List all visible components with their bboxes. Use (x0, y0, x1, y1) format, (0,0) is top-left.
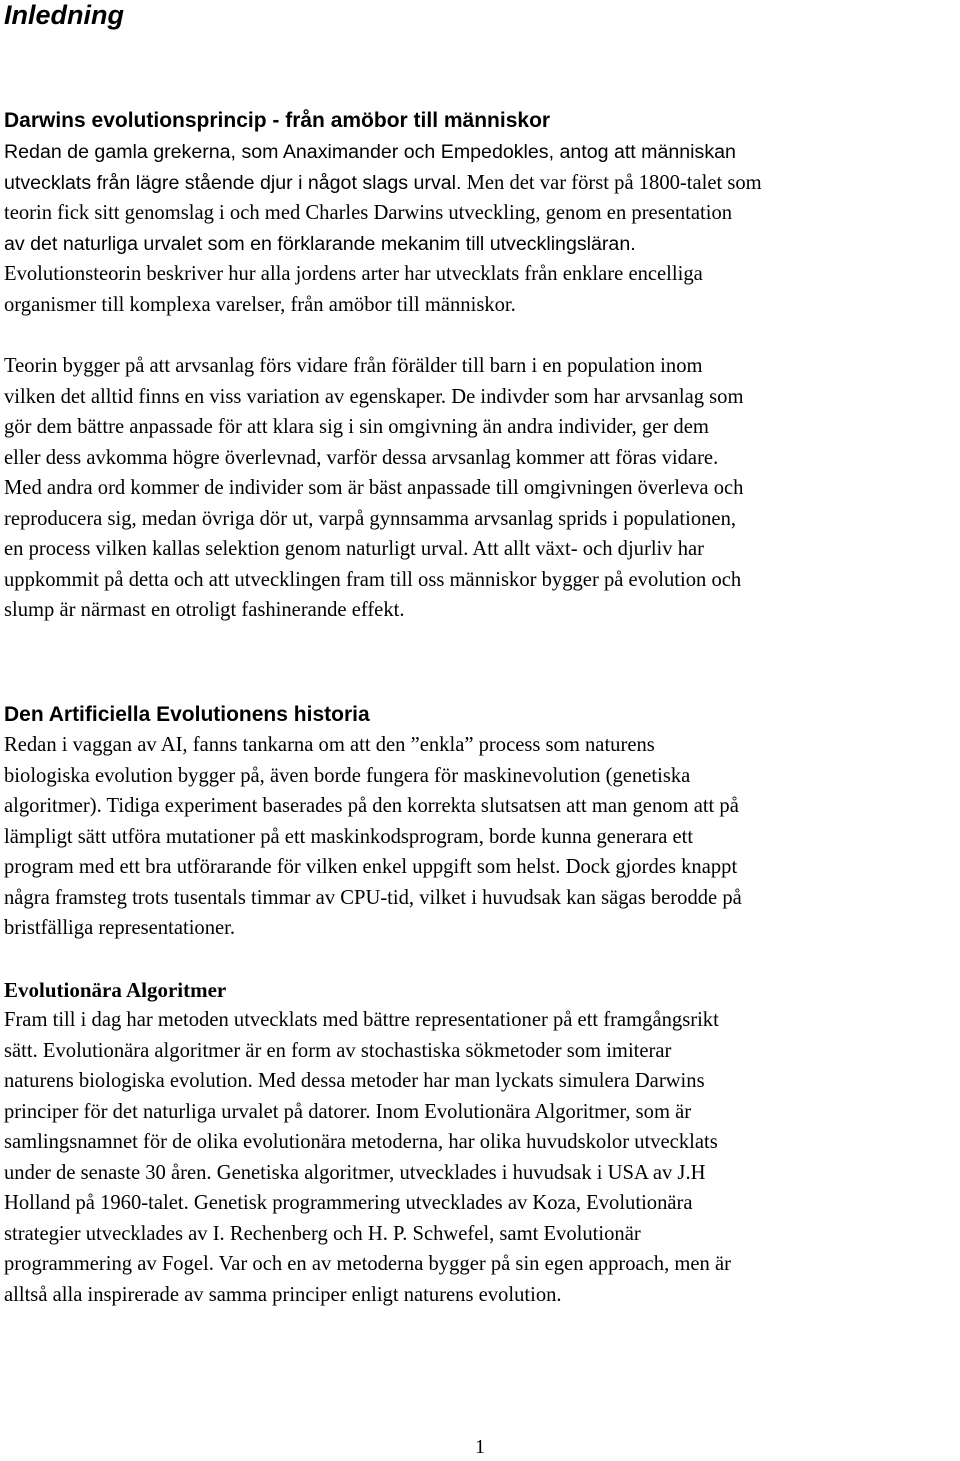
text-line: reproducera sig, medan övriga dör ut, varpå gynnsamma arvsanlag sprids i populationen, (4, 507, 737, 530)
text-line: Redan i vaggan av AI, fanns tankarna om att den ”enkla” process som naturens (4, 734, 655, 756)
text-line: slump är närmast en otroligt fashinerande effekt. (4, 599, 405, 621)
text-line: sätt. Evolutionära algoritmer är en form av stochastiska sökmetoder som imiterar (4, 1039, 672, 1062)
text-line: Med andra ord kommer de individer som är bäst anpassade till omgivningen överleva och (4, 477, 744, 499)
text-line: under de senaste 30 åren. Genetiska algoritmer, utvecklades i huvudsak i USA av J.H (4, 1161, 706, 1184)
text-line (4, 382, 956, 413)
text-line: Redan de gamla grekerna, som Anaximander och Empedokles, antog att människan (4, 141, 736, 163)
paragraph (4, 1005, 956, 1310)
text-line: Holland på 1960-talet. Genetisk programmering utvecklades av Koza, Evolutionära (4, 1192, 693, 1214)
text-line: av det naturliga urvalet som en förklarande mekanim till utvecklingsläran. (4, 232, 636, 255)
text-line: strategier utvecklades av I. Rechenberg och H. P. Schwefel, samt Evolutionär (4, 1222, 641, 1245)
text-line: programmering av Fogel. Var och en av metoderna bygger på sin egen approach, men är (4, 1253, 732, 1275)
text-line: teorin fick sitt genomslag i och med Charles Darwins utveckling, genom en presentation (4, 202, 733, 224)
text-span: De indivder som har arvsanlag som (446, 385, 744, 408)
paragraph (4, 351, 956, 626)
text-line: organismer till komplexa varelser, från amöbor till människor. (4, 293, 516, 316)
text-line: principer för det naturliga urvalet på datorer. Inom Evolutionära Algoritmer, som är (4, 1100, 692, 1123)
text-line: en process vilken kallas selektion genom naturligt urval. Att allt växt- och djurliv har (4, 538, 705, 560)
text-span: Men det var först på 1800-talet som (461, 171, 762, 194)
text-span: utvecklats från lägre stående djur i något slags urval. (4, 171, 462, 194)
text-line: gör dem bättre anpassade för att klara sig i sin omgivning än andra individer, ger dem (4, 416, 709, 438)
text-span: vilken det alltid finns en viss variation av egenskaper. (4, 385, 447, 408)
section-heading: Den Artificiella Evolutionens historia (4, 703, 370, 726)
text-line: naturens biologiska evolution. Med dessa metoder har man lyckats simulera Darwins (4, 1070, 705, 1092)
section-darwin (4, 106, 956, 626)
section-history (4, 700, 956, 944)
paragraph (4, 730, 956, 944)
section-heading: Darwins evolutionsprincip - från amöbor till människor (4, 109, 551, 132)
text-line: Fram till i dag har metoden utvecklats med bättre representationer på ett framgångsrikt (4, 1009, 719, 1031)
page-title: Inledning (4, 0, 124, 30)
text-line: lämpligt sätt utföra mutationer på ett maskinkodsprogram, borde kunna generara ett (4, 825, 694, 848)
text-line: samlingsnamnet för de olika evolutionära metoderna, har olika huvudskolor utvecklats (4, 1131, 718, 1153)
text-line: några framsteg trots tusentals timmar av CPU-tid, vilket i huvudsak kan sägas berodde på (4, 886, 742, 909)
text-line: alltså alla inspirerade av samma principer enligt naturens evolution. (4, 1283, 562, 1306)
page-number: 1 (475, 1436, 485, 1458)
text-line: program med ett bra utförarande för vilken enkel uppgift som helst. Dock gjordes knappt (4, 856, 738, 878)
text-line: bristfälliga representationer. (4, 917, 236, 939)
text-line: algoritmer). Tidiga experiment baserades på den korrekta slutsatsen att man genom att på (4, 795, 739, 817)
text-line: eller dess avkomma högre överlevnad, varför dessa arvsanlag kommer att föras vidare. (4, 446, 719, 469)
paragraph (4, 137, 956, 320)
text-line: biologiska evolution bygger på, även borde fungera för maskinevolution (genetiska (4, 764, 691, 787)
section-evolutionary-algorithms (4, 975, 956, 1310)
text-line (4, 168, 956, 199)
section-heading: Evolutionära Algoritmer (4, 978, 227, 1002)
text-line: Evolutionsteorin beskriver hur alla jordens arter har utvecklats från enklare encelliga (4, 263, 703, 285)
text-line: Teorin bygger på att arvsanlag förs vidare från förälder till barn i en population inom (4, 355, 703, 377)
text-line: uppkommit på detta och att utvecklingen fram till oss människor bygger på evolution och (4, 568, 742, 591)
